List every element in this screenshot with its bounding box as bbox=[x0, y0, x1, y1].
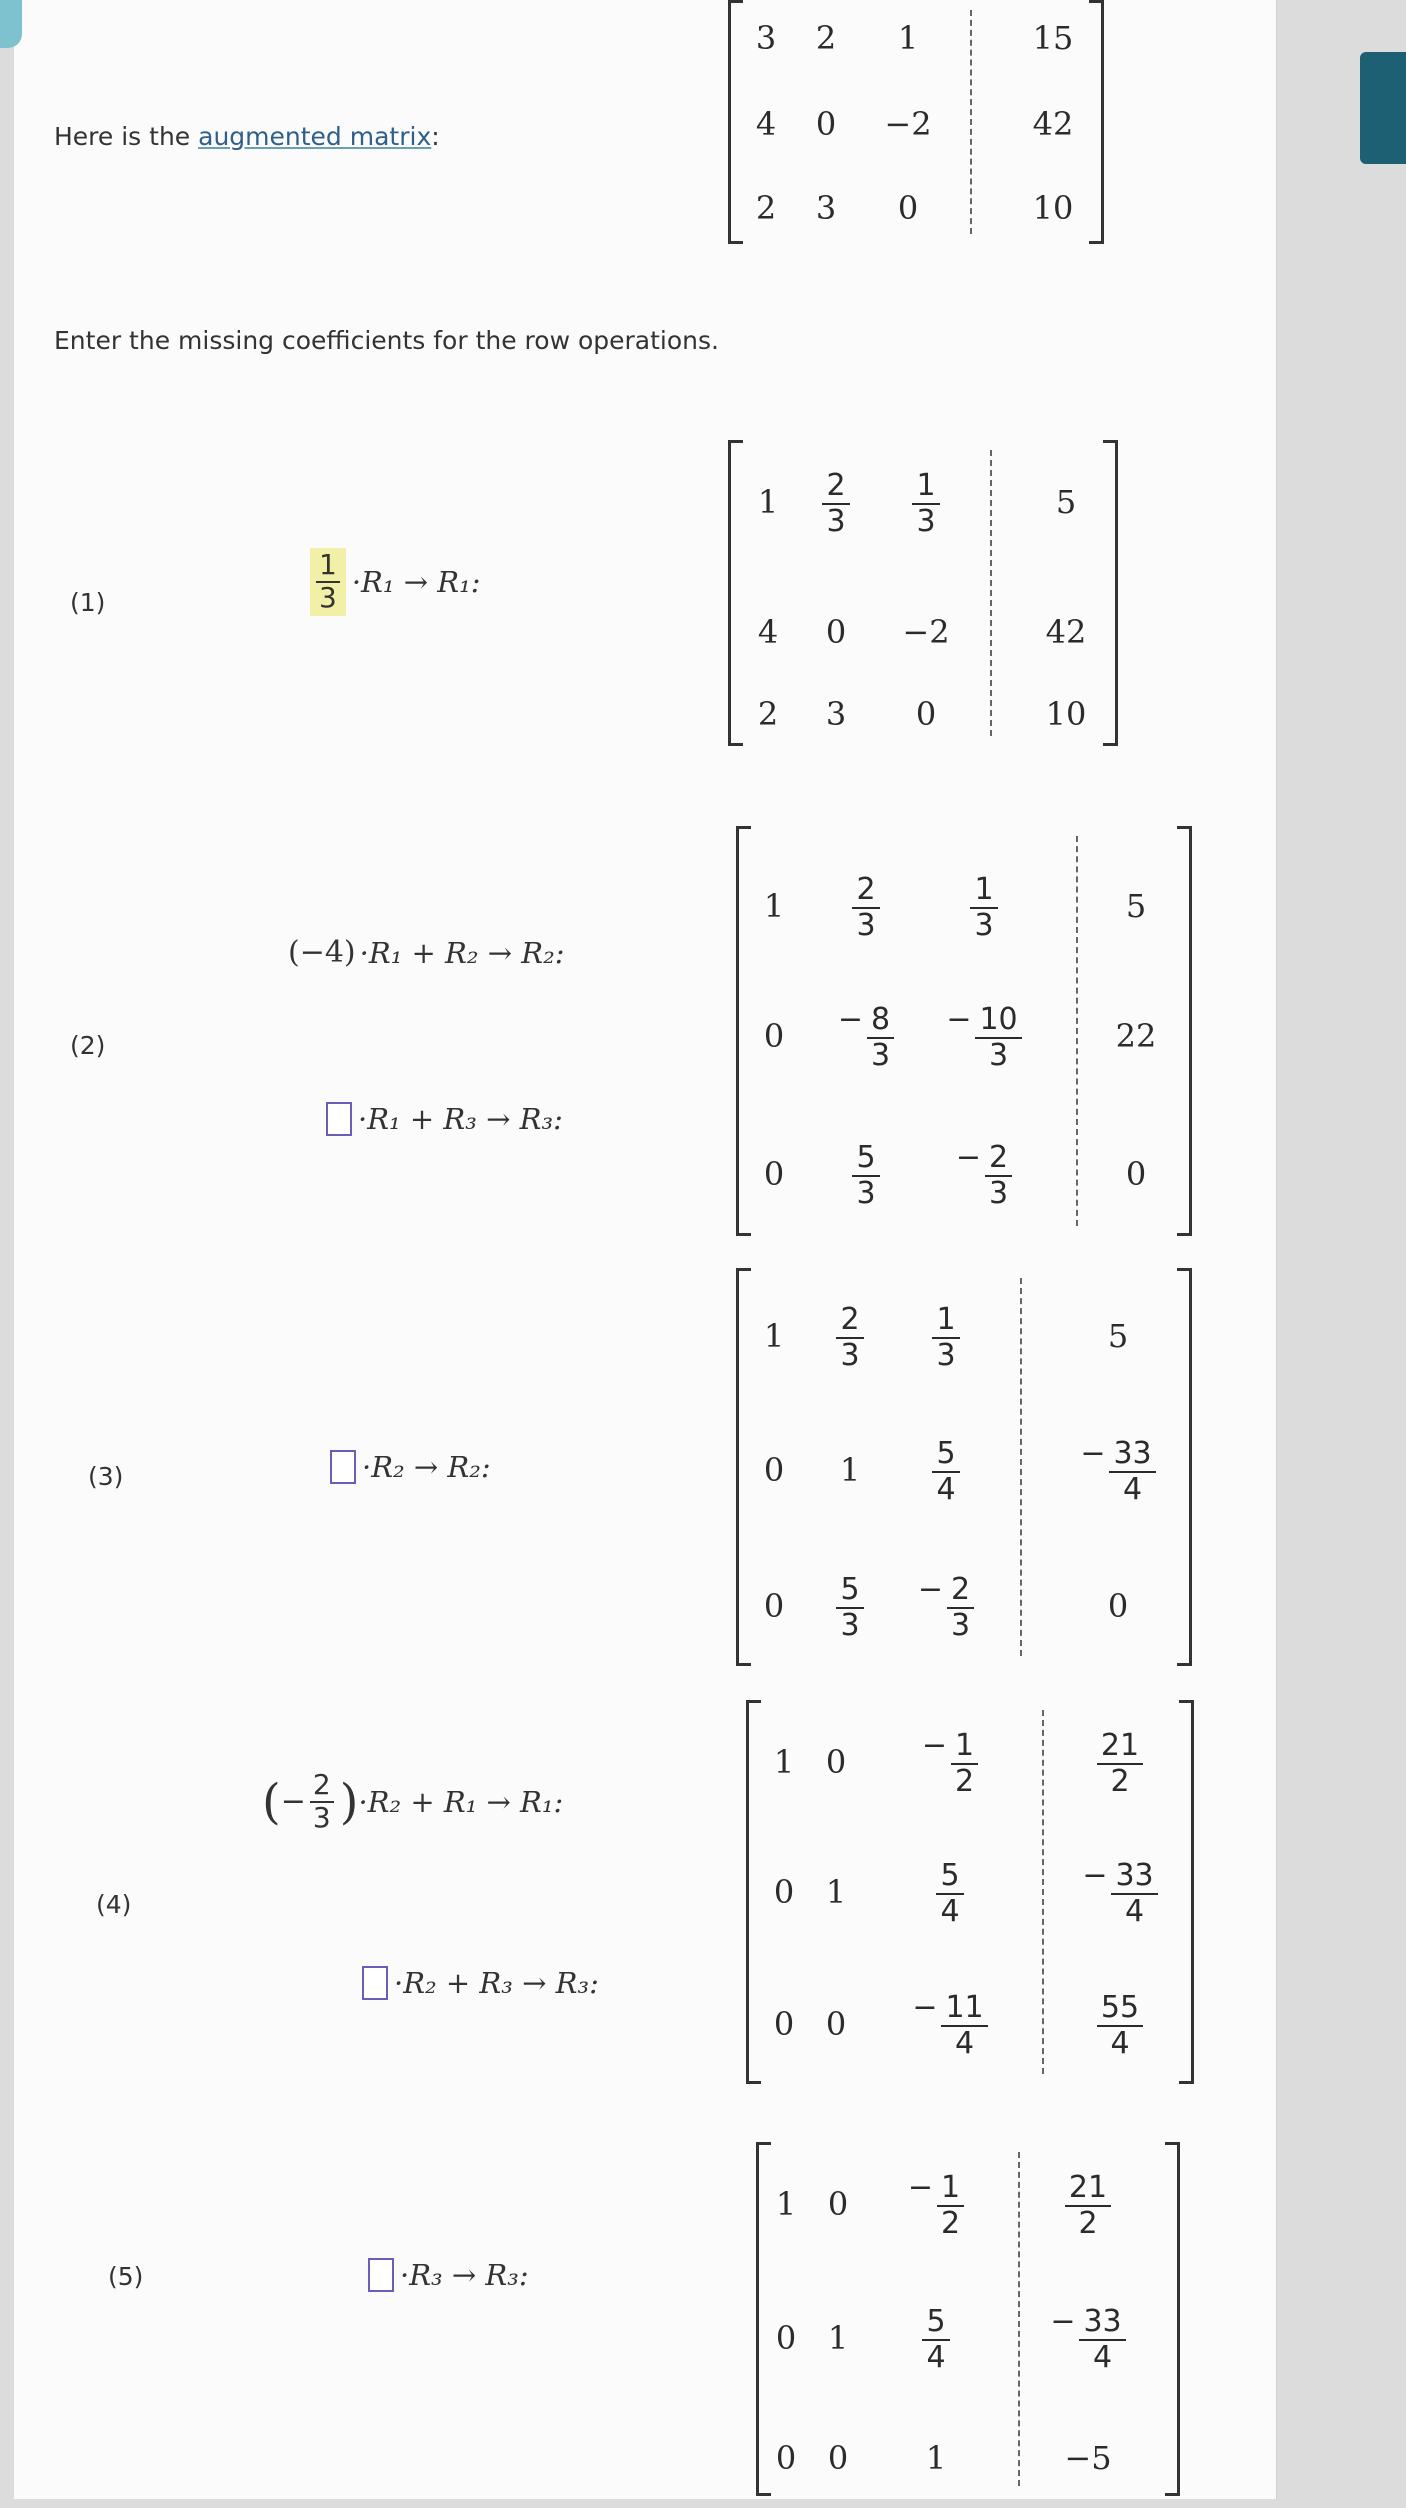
matrix-cell-r3c4: 0 bbox=[1107, 1587, 1129, 1625]
given-coefficient-1-3: $\frac{1}{3}$ bbox=[310, 548, 346, 616]
matrix-cell-r2c3: $\frac{5}{4}$ bbox=[905, 1842, 995, 1942]
matrix-cell-r2c2: 1 bbox=[839, 1451, 861, 1489]
matrix-cell-r2c4: 42 bbox=[1045, 613, 1087, 651]
op-text-4b: ·R₂ + R₃ → R₃: bbox=[394, 1966, 599, 2000]
matrix-initial bbox=[728, 0, 1104, 244]
op-step-5 bbox=[368, 2258, 529, 2292]
side-panel-button[interactable] bbox=[1360, 52, 1406, 164]
intro-prefix: Here is the bbox=[54, 122, 199, 151]
augment-separator bbox=[1018, 2152, 1020, 2486]
matrix-cell-r3c2: 0 bbox=[825, 2005, 847, 2043]
matrix-cell-r2c2: 0 bbox=[825, 613, 847, 651]
op-step-4a bbox=[262, 1770, 563, 1834]
augment-separator bbox=[990, 450, 992, 736]
matrix-cell-r3c1: 2 bbox=[755, 189, 777, 227]
matrix-cell-r1c3: $\frac{1}{3}$ bbox=[881, 452, 971, 552]
right-bracket bbox=[1177, 1268, 1192, 1666]
matrix-cell-r2c1: 0 bbox=[763, 1017, 785, 1055]
instruction-text: Enter the missing coefficients for the row operations. bbox=[54, 326, 719, 355]
left-paren: ( bbox=[262, 1773, 281, 1830]
matrix-cell-r3c3: 0 bbox=[915, 695, 937, 733]
matrix-cell-r1c2: 0 bbox=[827, 2185, 849, 2223]
step-2-label: (2) bbox=[70, 1031, 106, 1060]
matrix-step-1 bbox=[728, 440, 1118, 746]
coefficient-input-3[interactable] bbox=[330, 1450, 356, 1484]
matrix-cell-r1c2: 0 bbox=[825, 1743, 847, 1781]
matrix-cell-r3c1: 0 bbox=[763, 1587, 785, 1625]
matrix-cell-r1c2: $\frac{2}{3}$ bbox=[791, 452, 881, 552]
matrix-cell-r2c1: 0 bbox=[775, 2319, 797, 2357]
augment-separator bbox=[1020, 1278, 1022, 1656]
matrix-cell-r1c1: 1 bbox=[757, 483, 779, 521]
matrix-cell-r1c1: 1 bbox=[775, 2185, 797, 2223]
matrix-cell-r2c4: − $\frac{33}{4}$ bbox=[1075, 1842, 1165, 1942]
matrix-cell-r1c4: 15 bbox=[1032, 19, 1074, 57]
given-coefficient-neg4: (−4) bbox=[288, 935, 356, 970]
intro-suffix: : bbox=[431, 122, 440, 151]
matrix-cell-r2c4: − $\frac{33}{4}$ bbox=[1043, 2288, 1133, 2388]
matrix-cell-r3c3: 1 bbox=[925, 2439, 947, 2477]
corner-tab[interactable] bbox=[0, 0, 22, 48]
op-step-2b bbox=[326, 1102, 563, 1136]
matrix-cell-r3c1: 0 bbox=[763, 1155, 785, 1193]
augment-separator bbox=[970, 10, 972, 234]
matrix-cell-r2c2: 1 bbox=[825, 1873, 847, 1911]
matrix-cell-r3c4: −5 bbox=[1064, 2439, 1112, 2477]
step-1-label: (1) bbox=[70, 588, 106, 617]
op-step-2a bbox=[288, 935, 564, 970]
matrix-cell-r1c2: 2 bbox=[815, 19, 837, 57]
matrix-cell-r2c4: 22 bbox=[1115, 1017, 1157, 1055]
matrix-cell-r2c3: $\frac{5}{4}$ bbox=[891, 2288, 981, 2388]
intro-text bbox=[54, 122, 440, 151]
matrix-cell-r3c1: 0 bbox=[773, 2005, 795, 2043]
augmented-matrix-link[interactable]: augmented matrix bbox=[198, 122, 432, 151]
right-bracket bbox=[1179, 1700, 1194, 2084]
coefficient-input-4b[interactable] bbox=[362, 1966, 388, 2000]
augment-separator bbox=[1042, 1710, 1044, 2074]
negative-sign: − bbox=[280, 1784, 306, 1820]
step-4-label: (4) bbox=[96, 1890, 132, 1919]
matrix-step-3 bbox=[736, 1268, 1192, 1666]
matrix-step-2 bbox=[736, 826, 1192, 1236]
op-text-1: ·R₁ → R₁: bbox=[351, 564, 481, 599]
right-paren: ) bbox=[339, 1773, 359, 1830]
matrix-cell-r2c1: 0 bbox=[773, 1873, 795, 1911]
matrix-cell-r1c1: 1 bbox=[773, 1743, 795, 1781]
matrix-cell-r3c3: − $\frac{11}{4}$ bbox=[905, 1974, 995, 2074]
matrix-cell-r1c1: 3 bbox=[755, 19, 777, 57]
matrix-cell-r3c4: 10 bbox=[1032, 189, 1074, 227]
matrix-cell-r3c4: 0 bbox=[1125, 1155, 1147, 1193]
problem-panel bbox=[14, 0, 1277, 2499]
matrix-cell-r1c4: 5 bbox=[1055, 483, 1077, 521]
matrix-cell-r2c3: −2 bbox=[884, 105, 932, 143]
matrix-cell-r1c1: 1 bbox=[763, 1317, 785, 1355]
op-step-4b bbox=[362, 1966, 599, 2000]
matrix-cell-r1c3: 1 bbox=[897, 19, 919, 57]
matrix-step-5 bbox=[756, 2142, 1180, 2496]
matrix-cell-r2c4: − $\frac{33}{4}$ bbox=[1073, 1420, 1163, 1520]
matrix-step-4 bbox=[746, 1700, 1194, 2084]
matrix-cell-r2c4: 42 bbox=[1032, 105, 1074, 143]
matrix-cell-r1c4: $\frac{21}{2}$ bbox=[1043, 2154, 1133, 2254]
matrix-cell-r1c2: $\frac{2}{3}$ bbox=[805, 1286, 895, 1386]
coefficient-input-2b[interactable] bbox=[326, 1102, 352, 1136]
matrix-cell-r1c2: $\frac{2}{3}$ bbox=[821, 856, 911, 956]
matrix-cell-r2c2: 1 bbox=[827, 2319, 849, 2357]
matrix-cell-r3c3: − $\frac{2}{3}$ bbox=[901, 1556, 991, 1656]
matrix-cell-r1c4: 5 bbox=[1107, 1317, 1129, 1355]
step-3-label: (3) bbox=[88, 1462, 124, 1491]
op-text-4a: ·R₂ + R₁ → R₁: bbox=[358, 1784, 564, 1819]
matrix-cell-r3c2: $\frac{5}{3}$ bbox=[821, 1124, 911, 1224]
matrix-cell-r3c3: 0 bbox=[897, 189, 919, 227]
matrix-cell-r3c1: 0 bbox=[775, 2439, 797, 2477]
matrix-cell-r2c2: 0 bbox=[815, 105, 837, 143]
matrix-cell-r1c4: 5 bbox=[1125, 887, 1147, 925]
op-text-2a: ·R₁ + R₂ → R₂: bbox=[359, 935, 565, 970]
op-text-3: ·R₂ → R₂: bbox=[362, 1450, 491, 1484]
matrix-cell-r3c4: $\frac{55}{4}$ bbox=[1075, 1974, 1165, 2074]
matrix-cell-r3c2: $\frac{5}{3}$ bbox=[805, 1556, 895, 1656]
matrix-cell-r1c3: $\frac{1}{3}$ bbox=[939, 856, 1029, 956]
matrix-cell-r1c3: $\frac{1}{3}$ bbox=[901, 1286, 991, 1386]
matrix-cell-r3c2: 3 bbox=[815, 189, 837, 227]
matrix-cell-r3c4: 10 bbox=[1045, 695, 1087, 733]
step-5-label: (5) bbox=[108, 2262, 144, 2291]
op-step-3 bbox=[330, 1450, 491, 1484]
matrix-cell-r1c3: − $\frac{1}{2}$ bbox=[905, 1712, 995, 1812]
augment-separator bbox=[1076, 836, 1078, 1226]
right-bracket bbox=[1165, 2142, 1180, 2496]
matrix-cell-r2c1: 4 bbox=[757, 613, 779, 651]
matrix-cell-r2c2: − $\frac{8}{3}$ bbox=[821, 986, 911, 1086]
given-coefficient-2-3: $\frac{2}{3}$ bbox=[310, 1770, 334, 1834]
coefficient-input-5[interactable] bbox=[368, 2258, 394, 2292]
matrix-cell-r3c2: 0 bbox=[827, 2439, 849, 2477]
op-text-2b: ·R₁ + R₃ → R₃: bbox=[358, 1102, 563, 1136]
matrix-cell-r2c3: − $\frac{10}{3}$ bbox=[939, 986, 1029, 1086]
matrix-cell-r2c3: −2 bbox=[902, 613, 950, 651]
matrix-cell-r3c2: 3 bbox=[825, 695, 847, 733]
op-text-5: ·R₃ → R₃: bbox=[400, 2258, 529, 2292]
matrix-cell-r1c4: $\frac{21}{2}$ bbox=[1075, 1712, 1165, 1812]
matrix-cell-r2c1: 4 bbox=[755, 105, 777, 143]
matrix-cell-r1c1: 1 bbox=[763, 887, 785, 925]
matrix-cell-r2c3: $\frac{5}{4}$ bbox=[901, 1420, 991, 1520]
matrix-cell-r2c1: 0 bbox=[763, 1451, 785, 1489]
matrix-cell-r1c3: − $\frac{1}{2}$ bbox=[891, 2154, 981, 2254]
matrix-cell-r3c1: 2 bbox=[757, 695, 779, 733]
matrix-cell-r3c3: − $\frac{2}{3}$ bbox=[939, 1124, 1029, 1224]
op-step-1 bbox=[310, 548, 480, 616]
